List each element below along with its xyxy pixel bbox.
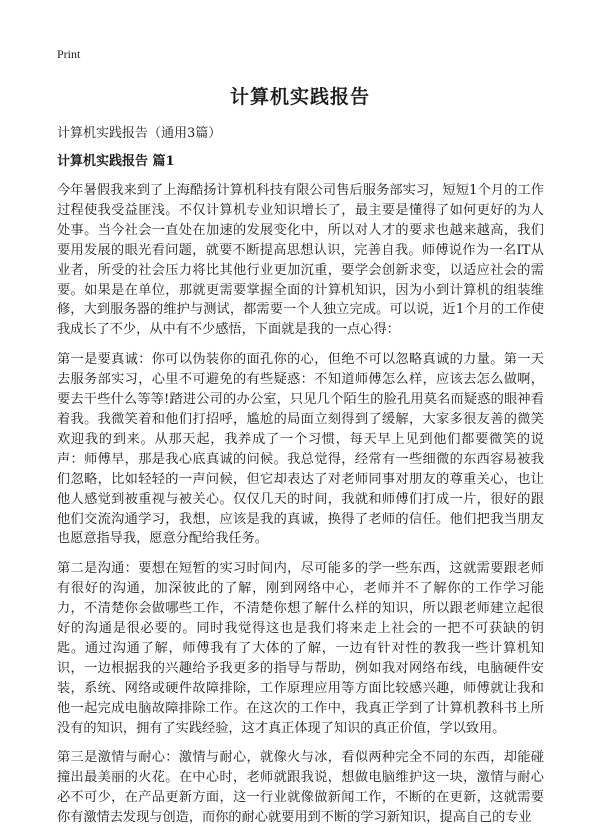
paragraph: 第二是沟通：要想在短暂的实习时间内，尽可能多的学一些东西，这就需要跟老师有很好的沟通，加深彼此的了解，刚到网络中心，老师并不了解你的工作学习能力，不清楚你会做哪些工作，不清楚你想了解什么样的知识，所以跟老师建立起很好的沟通是很必要的。同时我觉得这也是我们将来走上社会的一把不可获缺的钥匙。通过沟通了解，师傅我有了大体的了解，一边有针对性的教我一些计算机知识，一边根据我的兴趣给予我更多的指导与帮助，例如我对网络布线，电脑硬件安装，系统、网络或硬件故障排除，工作原理应用等方面比较感兴趣，师傅就让我和他一起完成电脑故障排除工作。在这次的工作中，我真正学到了计算机教科书上所没有的知识，拥有了实践经验，这才真正体现了知识的真正价值，学以致用。 <box>57 561 544 736</box>
article-body <box>57 181 544 838</box>
section-heading: 计算机实践报告 篇1 <box>57 154 175 169</box>
document-title: 计算机实践报告 <box>229 86 370 108</box>
print-link[interactable]: Print <box>57 47 81 61</box>
paragraph: 今年暑假我来到了上海酷扬计算机科技有限公司售后服务部实习，短短1个月的工作过程使我受益匪浅。不仅计算机专业知识增长了，最主要是懂得了如何更好的为人处事。当今社会一直处在加速的发展变化中，所以对人才的要求也越来越高，我们要用发展的眼光看问题，就要不断提高思想认识，完善自我。师傅说作为一名IT从业者，所受的社会压力将比其他行业更加沉重，要学会创新求变，以适应社会的需要。如果是在单位，那就更需要掌握全面的计算机知识，因为小到计算机的组装维修，大到服务器的维护与测试，都需要一个人独立完成。可以说，近1个月的工作使我成长了不少，从中有不少感悟，下面就是我的一点心得： <box>57 183 544 338</box>
paragraph: 第三是激情与耐心：激情与耐心，就像火与冰，看似两种完全不同的东西，却能碰撞出最美丽的火花。在中心时，老师就跟我说，想做电脑维护这一块，激情与耐心必不可少，在产品更新方面，这一行业就像做新闻工作，不断的在更新，这就需要你有激情去发现与创造，而你的耐心就要用到不断的学习新知识，提高自己的专业 <box>57 750 544 826</box>
document-subtitle: 计算机实践报告（通用3篇） <box>57 126 222 141</box>
paragraph: 第一是要真诚：你可以伪装你的面孔你的心，但绝不可以忽略真诚的力量。第一天去服务部实习，心里不可避免的有些疑惑：不知道师傅怎么样，应该去怎么做啊，要去干些什么等等!踏进公司的办公室，只见几个陌生的脸孔用莫名而疑惑的眼神看着我。我微笑着和他们打招呼，尴尬的局面立刻得到了缓解，大家多很友善的微笑欢迎我的到来。从那天起，我养成了一个习惯，每天早上见到他们都要微笑的说声：师傅早，那是我心底真诚的问候。我总觉得，经常有一些细微的东西容易被我们忽略，比如轻轻的一声问候，但它却表达了对老师同事对朋友的尊重关心，也让他人感觉到被重视与被关心。仅仅几天的时间，我就和师傅们打成一片，很好的跟他们交流沟通学习，我想，应该是我的真诚，换得了老师的信任。他们把我当朋友也愿意指导我，愿意分配给我任务。 <box>57 352 544 547</box>
